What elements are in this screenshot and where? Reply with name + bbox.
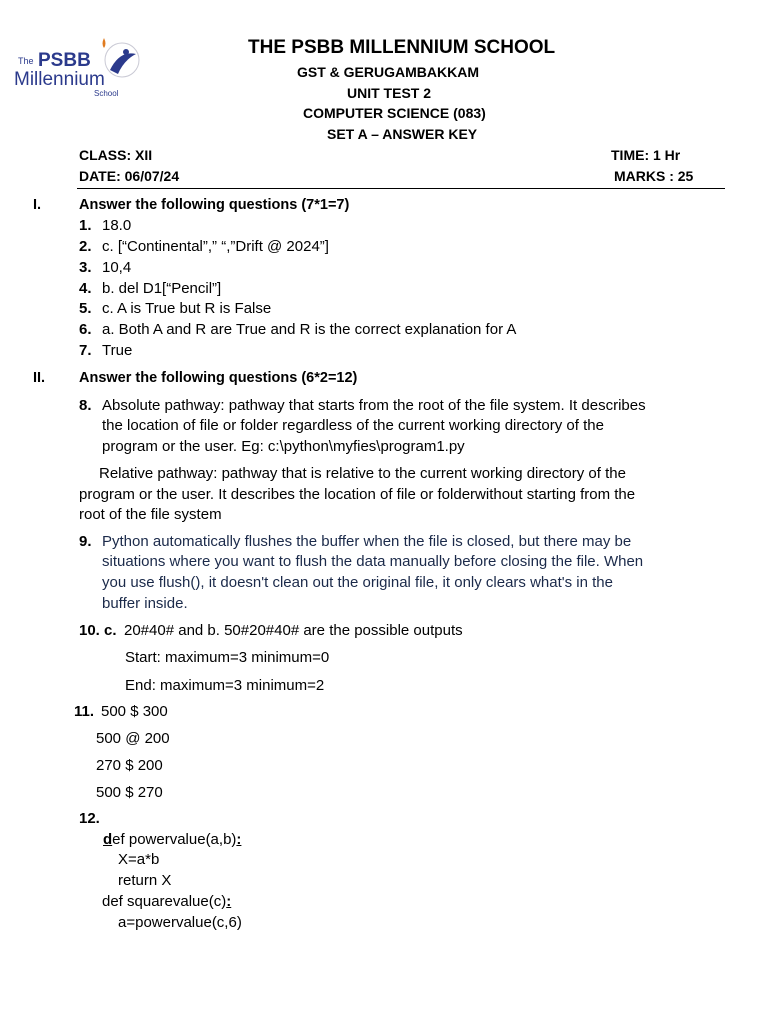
answer-9-number: 9. <box>79 533 92 550</box>
answer-6-number: 6. <box>79 321 92 338</box>
school-logo <box>10 34 148 100</box>
answer-4-number: 4. <box>79 280 92 297</box>
answer-11-line-1: 500 $ 300 <box>101 703 168 720</box>
answer-4-text: b. del D1[“Pencil”] <box>102 280 222 297</box>
code-line-4-colon: : <box>226 893 232 910</box>
code-line-2: X=a*b <box>118 851 160 868</box>
answer-7-text: True <box>102 342 133 359</box>
answer-8-line-3: program or the user. Eg: c:\python\myfies\program1.py <box>102 438 465 455</box>
logo-psbb: PSBB <box>38 50 91 71</box>
code-line-1 <box>103 831 241 848</box>
answer-7-number: 7. <box>79 342 92 359</box>
answer-5-number: 5. <box>79 300 92 317</box>
answer-11-line-4: 500 $ 270 <box>96 784 163 801</box>
code-line-1-first-letter: d <box>103 831 113 848</box>
code-line-5: a=powervalue(c,6) <box>118 914 242 931</box>
class-label: CLASS: XII <box>79 147 153 163</box>
answer-11-line-2: 500 @ 200 <box>96 730 170 747</box>
answer-10-start: Start: maximum=3 minimum=0 <box>125 649 330 666</box>
answer-10-text: 20#40# and b. 50#20#40# are the possible outputs <box>124 622 463 639</box>
answer-8-line-1: Absolute pathway: pathway that starts from the root of the file system. It describes <box>102 397 646 414</box>
answer-8-line-2: the location of file or folder regardless of the current working directory of the <box>102 417 604 434</box>
code-line-3: return X <box>118 872 172 889</box>
code-line-4 <box>102 893 231 910</box>
answer-11-number: 11. <box>74 703 95 720</box>
date-label: DATE: 06/07/24 <box>79 168 180 184</box>
answer-8-number: 8. <box>79 397 92 414</box>
answer-10-number: 10. c. <box>79 622 117 639</box>
branch-name: GST & GERUGAMBAKKAM <box>297 64 479 80</box>
answer-1-number: 1. <box>79 217 92 234</box>
answer-9-line-3: you use flush(), it doesn't clean out the original file, it only clears what's in the <box>102 574 613 591</box>
answer-3-text: 10,4 <box>102 259 132 276</box>
answer-10-end: End: maximum=3 minimum=2 <box>125 677 325 694</box>
code-line-1-colon: : <box>236 831 242 848</box>
section-2-title: Answer the following questions (6*2=12) <box>79 370 358 386</box>
code-line-4-body: def squarevalue(c) <box>102 893 227 910</box>
answer-3-number: 3. <box>79 259 92 276</box>
answer-8-relative-line-3: root of the file system <box>79 506 222 523</box>
answer-8-relative-line-2: program or the user. It describes the location of file or folderwithout starting from the <box>79 486 636 503</box>
answer-9-line-1: Python automatically flushes the buffer when the file is closed, but there may be <box>102 533 632 550</box>
answer-6-text: a. Both A and R are True and R is the correct explanation for A <box>102 321 517 338</box>
answer-12-number: 12. <box>79 810 100 827</box>
answer-8-relative-line-1: Relative pathway: pathway that is relative to the current working directory of the <box>99 465 626 482</box>
answer-9-line-2: situations where you want to flush the data manually before closing the file. When <box>102 553 644 570</box>
section-1-title: Answer the following questions (7*1=7) <box>79 197 350 213</box>
answer-2-text: c. [“Continental”,” “,”Drift @ 2024”] <box>102 238 329 255</box>
code-line-1-body: ef powervalue(a,b) <box>112 831 237 848</box>
test-name: UNIT TEST 2 <box>347 85 432 101</box>
logo-the: The <box>18 56 34 66</box>
logo-school: School <box>94 89 119 98</box>
time-label: TIME: 1 Hr <box>611 147 681 163</box>
school-name: THE PSBB MILLENNIUM SCHOOL <box>248 37 556 58</box>
answer-2-number: 2. <box>79 238 92 255</box>
subject-name: COMPUTER SCIENCE (083) <box>303 105 486 121</box>
header-divider <box>77 188 725 189</box>
school-logo-graphic <box>10 34 148 100</box>
answer-1-text: 18.0 <box>102 217 132 234</box>
answer-9-line-4: buffer inside. <box>102 595 188 612</box>
answer-5-text: c. A is True but R is False <box>102 300 272 317</box>
set-name: SET A – ANSWER KEY <box>327 126 478 142</box>
marks-label: MARKS : 25 <box>614 168 694 184</box>
logo-millennium: Millennium <box>14 69 105 90</box>
section-2-number: II. <box>33 370 46 386</box>
answer-11-line-3: 270 $ 200 <box>96 757 163 774</box>
section-1-number: I. <box>33 197 42 213</box>
